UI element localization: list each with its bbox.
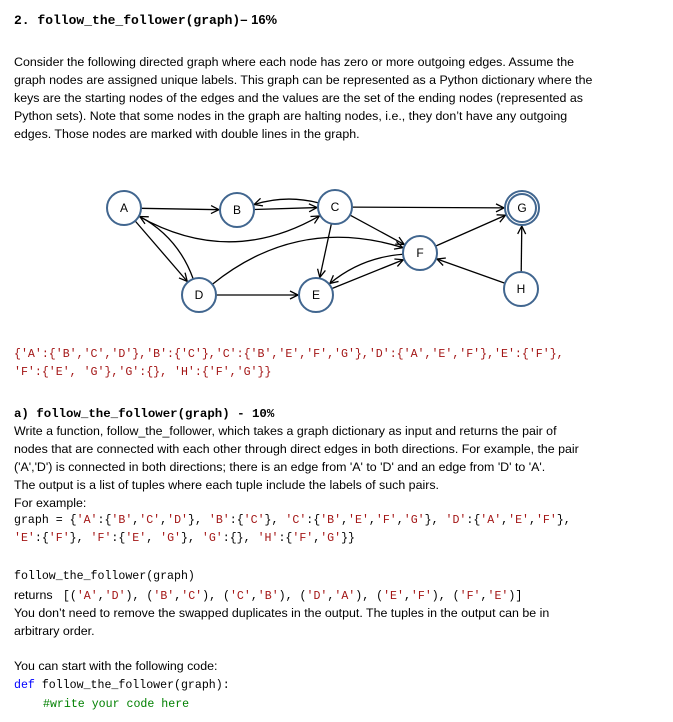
edge-C-F bbox=[350, 215, 404, 244]
svg-text:F: F bbox=[416, 246, 424, 260]
code-def bbox=[14, 677, 230, 695]
note-line: You don’t need to remove the swapped duplicates in the output. The tuples in the output can be in bbox=[14, 606, 550, 620]
node-H bbox=[504, 272, 538, 306]
part-a-line: Write a function, follow_the_follower, which takes a graph dictionary as input and returns the pair of bbox=[14, 424, 557, 438]
dict-line: {'A':{'B','C','D'},'B':{'C'},'C':{'B','E','F','G'},'D':{'A','E','F'},'E':{'F'}, bbox=[14, 348, 564, 361]
part-a-line: nodes that are connected with each other through direct edges in both directions. For example, the pair bbox=[14, 442, 579, 456]
node-E bbox=[299, 278, 333, 312]
def-keyword: def bbox=[14, 679, 35, 692]
intro-line: Python sets). Note that some nodes in the graph are halting nodes, i.e., they don’t have any outgoing bbox=[14, 109, 568, 123]
svg-text:C: C bbox=[330, 200, 340, 214]
edge-H-F bbox=[437, 259, 505, 283]
intro-line: keys are the starting nodes of the edges and the values are the set of the ending nodes (represented as bbox=[14, 91, 583, 105]
title-function: 2. follow_the_follower(graph) bbox=[14, 13, 241, 28]
part-a-line: The output is a list of tuples where each tuple include the labels of such pairs. bbox=[14, 478, 439, 492]
node-B bbox=[220, 193, 254, 227]
intro-line: edges. Those nodes are marked with double lines in the graph. bbox=[14, 127, 360, 141]
edge-C-E bbox=[320, 224, 332, 278]
svg-text:D: D bbox=[194, 288, 204, 302]
start-text: You can start with the following code: bbox=[14, 659, 218, 673]
edge-C-G bbox=[352, 207, 504, 208]
part-a-percent: - 10% bbox=[229, 407, 275, 421]
edge-C-B bbox=[254, 199, 318, 204]
node-G bbox=[505, 191, 539, 225]
svg-text:G: G bbox=[517, 201, 527, 215]
part-a-function: a) follow_the_follower(graph) bbox=[14, 407, 230, 421]
note-line: arbitrary order. bbox=[14, 624, 95, 638]
edge-D-A bbox=[140, 217, 193, 279]
edge-H-G bbox=[521, 226, 522, 272]
part-a-heading bbox=[14, 404, 274, 423]
edge-F-G bbox=[436, 215, 506, 246]
intro-line: graph nodes are assigned unique labels. This graph can be represented as a Python dictionary where the bbox=[14, 73, 593, 87]
part-a-line: ('A','D') is connected in both directions; there is an edge from 'A' to 'D' and an edge from 'D' to 'A'. bbox=[14, 460, 546, 474]
node-F bbox=[403, 236, 437, 270]
returns-label: returns bbox=[14, 588, 53, 602]
svg-text:H: H bbox=[516, 282, 526, 296]
example-line: graph = {'A':{'B','C','D'}, 'B':{'C'}, 'C':{'B','E','F','G'}, 'D':{'A','E','F'}, bbox=[14, 514, 571, 527]
def-signature: follow_the_follower(graph): bbox=[34, 679, 230, 692]
svg-text:E: E bbox=[311, 288, 321, 302]
returns-value: [('A','D'), ('B','C'), ('C','B'), ('D','A'), ('E','F'), ('F','E')] bbox=[62, 590, 523, 603]
edge-A-B bbox=[141, 208, 219, 209]
edge-F-E bbox=[330, 254, 403, 283]
node-C bbox=[318, 190, 352, 224]
code-comment: #write your code here bbox=[43, 698, 190, 711]
svg-text:A: A bbox=[119, 201, 129, 215]
returns-line bbox=[14, 586, 522, 606]
intro-line: Consider the following directed graph where each node has zero or more outgoing edges. Assume the bbox=[14, 55, 574, 69]
edge-D-F bbox=[212, 237, 403, 284]
node-A bbox=[107, 191, 141, 225]
example-line: 'E':{'F'}, 'F':{'E', 'G'}, 'G':{}, 'H':{'F','G'}} bbox=[14, 532, 355, 545]
example-call: follow_the_follower(graph) bbox=[14, 570, 195, 583]
dict-line: 'F':{'E', 'G'},'G':{}, 'H':{'F','G'}} bbox=[14, 366, 272, 379]
edge-B-C bbox=[254, 208, 317, 210]
part-a-line: For example: bbox=[14, 496, 87, 510]
svg-text:B: B bbox=[232, 203, 242, 217]
title-percent: – 16% bbox=[240, 12, 278, 27]
node-D bbox=[182, 278, 216, 312]
